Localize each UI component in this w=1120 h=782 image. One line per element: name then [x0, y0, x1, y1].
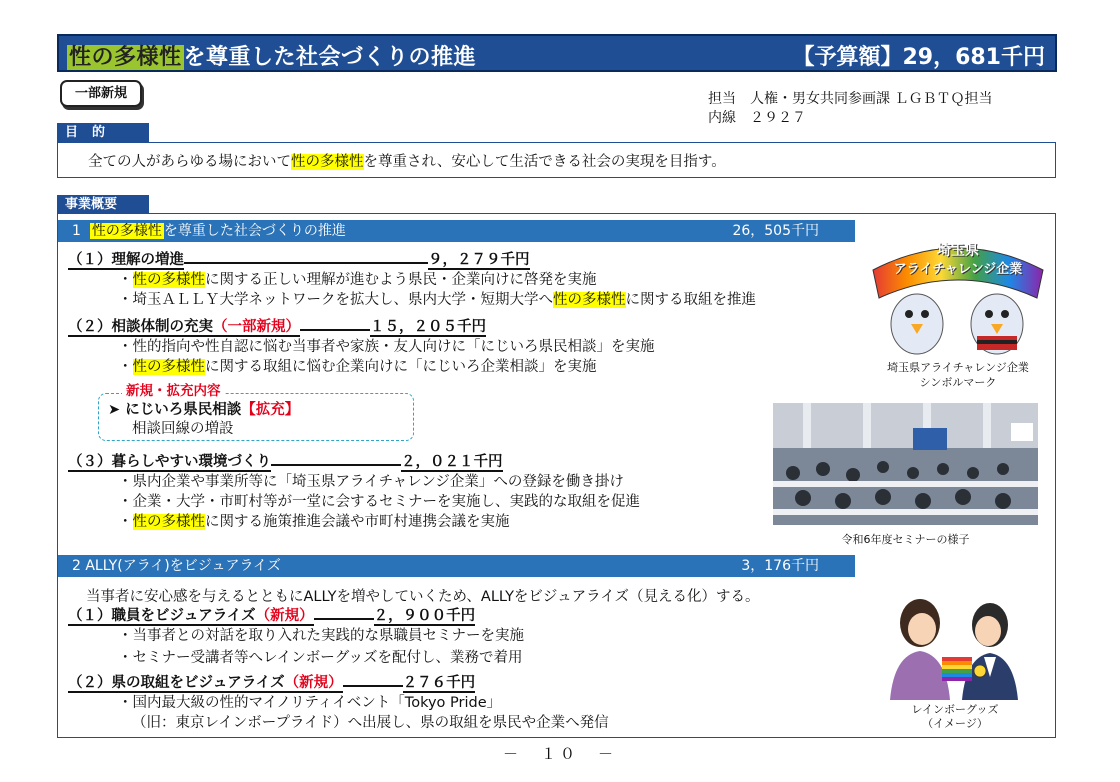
subsection-2-2-tag: （新規）: [284, 675, 343, 691]
subsection-1-3-underline: [271, 464, 401, 466]
subsection-2-2-title: （２）県の取組をビジュアライズ: [68, 675, 285, 691]
subsection-1-2-amount: １５，２０５千円: [370, 319, 486, 335]
partially-new-badge: 一部新規: [60, 80, 142, 107]
overview-label: 事業概要: [57, 195, 149, 214]
subsection-1-2-underline: [300, 329, 370, 331]
contact-extension: 内線 ２９２７: [708, 110, 806, 126]
ally-mascot-logo: [865, 232, 1051, 360]
subsection-2-2: [68, 674, 475, 693]
bullet-1-2-2-marker: ・: [118, 359, 133, 375]
bullet-1-3-1: ・県内企業や事業所等に「埼玉県アライチャレンジ企業」への登録を働き掛け: [118, 474, 624, 490]
bullet-1-1-1-highlight: 性の多様性: [132, 272, 205, 288]
photo-caption: 令和6年度セミナーの様子: [841, 533, 970, 546]
bullet-1-1-2-highlight: 性の多様性: [553, 292, 626, 308]
bullet-1-2-2-highlight: 性の多様性: [132, 359, 205, 375]
purpose-text: [88, 150, 726, 171]
subsection-1-1-amount: ９，２７９千円: [428, 252, 530, 268]
section-1-number: 1: [72, 223, 81, 239]
purpose-highlight: 性の多様性: [291, 154, 364, 170]
bullet-1-2-1: ・性的指向や性自認に悩む当事者や家族・友人向けに「にじいろ県民相談」を実施: [118, 339, 655, 355]
page-title: [67, 40, 476, 71]
subsection-2-2-amount: ２７６千円: [402, 675, 476, 691]
bullet-2-1-1: ・当事者との対話を取り入れた実践的な県職員セミナーを実施: [118, 628, 524, 644]
section-2-header: [58, 555, 855, 577]
bullet-1-3-2: ・企業・大学・市町村等が一堂に会するセミナーを実施し、実践的な取組を促進: [118, 494, 640, 510]
title-highlight: 性の多様性: [69, 45, 182, 70]
section-2-intro: 当事者に安心感を与えるとともにALLYを増やしていくため、ALLYをビジュアライズ（見える化）する。: [86, 589, 760, 605]
bullet-1-1-2-text-post: に関する取組を推進: [625, 292, 756, 308]
bullet-1-2-2-text: に関する取組に悩む企業向けに「にじいろ企業相談」を実施: [205, 359, 597, 375]
subsection-2-2-underline: [343, 685, 403, 687]
bullet-1-1-2: [118, 291, 756, 310]
illustration-caption: [880, 703, 1030, 731]
bullet-1-3-3-highlight: 性の多様性: [132, 514, 205, 530]
subsection-1-3-amount: ２，０２１千円: [401, 454, 503, 470]
contact-info: [708, 90, 992, 128]
subsection-1-3-title: （３）暮らしやすい環境づくり: [68, 454, 271, 470]
illustration-caption-line2: （イメージ）: [922, 717, 988, 730]
subsection-1-1: [68, 251, 530, 270]
mascot-caption-line2: シンボルマーク: [919, 376, 997, 389]
bullet-1-3-3-marker: ・: [118, 514, 133, 530]
callout-label: 新規・拡充内容: [122, 379, 225, 399]
bullet-2-2-1: ・国内最大級の性的マイノリティイベント「Tokyo Pride」: [118, 695, 502, 711]
subsection-1-2: [68, 318, 486, 337]
subsection-1-2-tag: （一部新規）: [213, 319, 300, 335]
bullet-1-1-1: [118, 271, 597, 290]
rainbow-goods-illustration: [880, 585, 1030, 700]
bullet-1-1-1-text: に関する正しい理解が進むよう県民・企業向けに啓発を実施: [205, 272, 597, 288]
budget-total: 【予算額】29，681千円: [792, 45, 1045, 70]
purpose-box: [57, 142, 1056, 178]
subsection-1-1-underline: [184, 262, 428, 264]
bullet-1-3-3-text: に関する施策推進会議や市町村連携会議を実施: [205, 514, 510, 530]
purpose-text-post: を尊重され、安心して生活できる社会の実現を目指す。: [363, 154, 726, 170]
title-bar: [57, 34, 1057, 72]
subsection-2-1-title: （１）職員をビジュアライズ: [68, 608, 256, 624]
subsection-1-3: [68, 453, 503, 472]
section-2-amount: 3，176千円: [741, 558, 819, 574]
bullet-1-1-1-marker: ・: [118, 272, 133, 288]
purpose-text-pre: 全ての人があらゆる場において: [88, 154, 291, 170]
subsection-2-1-amount: ２，９００千円: [373, 608, 476, 624]
callout-item-tag: 【拡充】: [241, 402, 300, 418]
section-1-amount: 26，505千円: [732, 223, 819, 239]
section-2-title: 2 ALLY(アライ)をビジュアライズ: [72, 558, 281, 574]
subsection-1-1-title: （１）理解の増進: [68, 252, 184, 268]
bullet-1-2-2: [118, 358, 597, 377]
callout-item: [108, 401, 299, 420]
bullet-2-1-2: ・セミナー受講者等へレインボーグッズを配付し、業務で着用: [118, 650, 523, 666]
section-1-highlight: 性の多様性: [91, 223, 162, 239]
purpose-label: 目的: [57, 123, 149, 142]
subsection-1-2-title: （２）相談体制の充実: [68, 319, 213, 335]
mascot-caption-line1: 埼玉県アライチャレンジ企業: [887, 361, 1029, 374]
seminar-photo: [773, 403, 1038, 525]
callout-item-text: ➤ にじいろ県民相談: [108, 402, 242, 418]
mascot-banner-line2: アライチャレンジ企業: [893, 262, 1023, 277]
section-1-title: を尊重した社会づくりの推進: [163, 223, 346, 239]
callout-sub: 相談回線の増設: [132, 421, 234, 437]
section-1-header: [58, 220, 855, 242]
illustration-caption-line1: レインボーグッズ: [911, 703, 999, 716]
page-number: － １０ －: [502, 745, 617, 763]
bullet-2-2-2: （旧：東京レインボープライド）へ出展し、県の取組を県民や企業へ発信: [132, 715, 609, 731]
subsection-2-1-tag: （新規）: [255, 608, 314, 624]
mascot-banner-line1: 埼玉県: [937, 243, 979, 259]
title-text: を尊重した社会づくりの推進: [183, 45, 477, 70]
subsection-2-1: [68, 607, 475, 626]
contact-department: 担当 人権・男女共同参画課 ＬＧＢＴＱ担当: [708, 91, 993, 107]
subsection-2-1-underline: [314, 618, 374, 620]
bullet-1-3-3: [118, 513, 510, 532]
bullet-1-1-2-text-pre: ・埼玉ＡＬＬＹ大学ネットワークを拡大し、県内大学・短期大学へ: [118, 292, 553, 308]
mascot-caption: [865, 360, 1051, 390]
